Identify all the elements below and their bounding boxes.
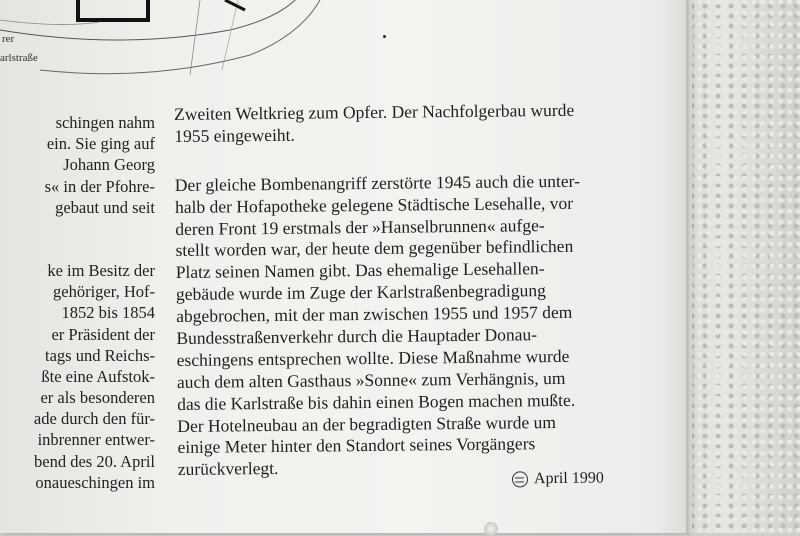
main-line: das die Karlstraße bis dahin einen Bogen machen mußte. xyxy=(177,389,576,414)
main-line: Bundesstraßenverkehr durch die Hauptader Donau- xyxy=(176,324,538,349)
main-line: abgebrochen, mit der man zwischen 1955 und 1957 dem xyxy=(176,301,573,327)
seal-icon xyxy=(512,471,528,487)
mounting-screw xyxy=(484,522,498,536)
left-line: 1852 bis 1854 xyxy=(61,303,155,323)
left-line: inbrenner entwer- xyxy=(37,430,155,450)
main-line: zurückverlegt. xyxy=(177,458,279,480)
left-line: onaueschingen im xyxy=(35,472,155,492)
main-line: halb der Hofapotheke gelegene Städtische Lesehalle, vor xyxy=(174,192,574,217)
left-line: ein. Sie ging auf xyxy=(46,134,155,154)
left-line: er Präsident der xyxy=(51,324,155,344)
plaque-date: April 1990 xyxy=(533,469,604,488)
left-line: bend des 20. April xyxy=(34,451,155,471)
main-text-column xyxy=(174,99,638,481)
map-label-street: arlstraße xyxy=(0,52,38,64)
left-line: Johann Georg xyxy=(63,155,155,175)
plaque-edge xyxy=(686,0,692,533)
main-line: auch dem alten Gasthaus »Sonne« zum Verhängnis, um xyxy=(176,367,566,392)
main-line: Platz seinen Namen gibt. Das ehemalige Lesehallen- xyxy=(175,258,545,283)
main-line: gebäude wurde im Zuge der Karlstraßenbegradigung xyxy=(175,280,546,305)
left-line: gehöriger, Hof- xyxy=(53,282,155,302)
main-line: 1955 eingeweiht. xyxy=(174,124,295,146)
main-line: deren Front 19 erstmals der »Hanselbrunnen« aufge- xyxy=(175,214,545,239)
plaque-signature xyxy=(512,470,604,489)
left-line: schingen nahm xyxy=(55,113,155,132)
left-line: gebaut und seit xyxy=(55,197,155,217)
main-line: Der Hotelneubau an der begradigten Straße wurde um xyxy=(177,411,556,436)
map-label-top: rer xyxy=(2,33,15,45)
main-line: einige Meter hinter den Standort seines Vorgängers xyxy=(177,433,536,458)
left-line: ßte eine Aufstok- xyxy=(41,366,155,386)
main-line: eschingens entsprechen wollte. Diese Maßnahme wurde xyxy=(176,345,570,370)
left-line: s« in der Pfohre- xyxy=(44,176,155,196)
left-line: tags und Reichs- xyxy=(45,345,155,365)
speck xyxy=(383,35,386,38)
left-line: er als besonderen xyxy=(40,388,155,408)
left-line: ke im Besitz der xyxy=(47,260,155,280)
left-text-column xyxy=(0,112,155,493)
street-map-fragment xyxy=(0,0,330,80)
main-line: stellt worden war, der heute dem gegenüber befindlichen xyxy=(175,236,574,261)
left-line: ade durch den für- xyxy=(33,409,155,429)
main-line: Zweiten Weltkrieg zum Opfer. Der Nachfolgerbau wurde xyxy=(174,99,575,124)
main-line: Der gleiche Bombenangriff zerstörte 1945 auch die unter- xyxy=(174,170,581,195)
